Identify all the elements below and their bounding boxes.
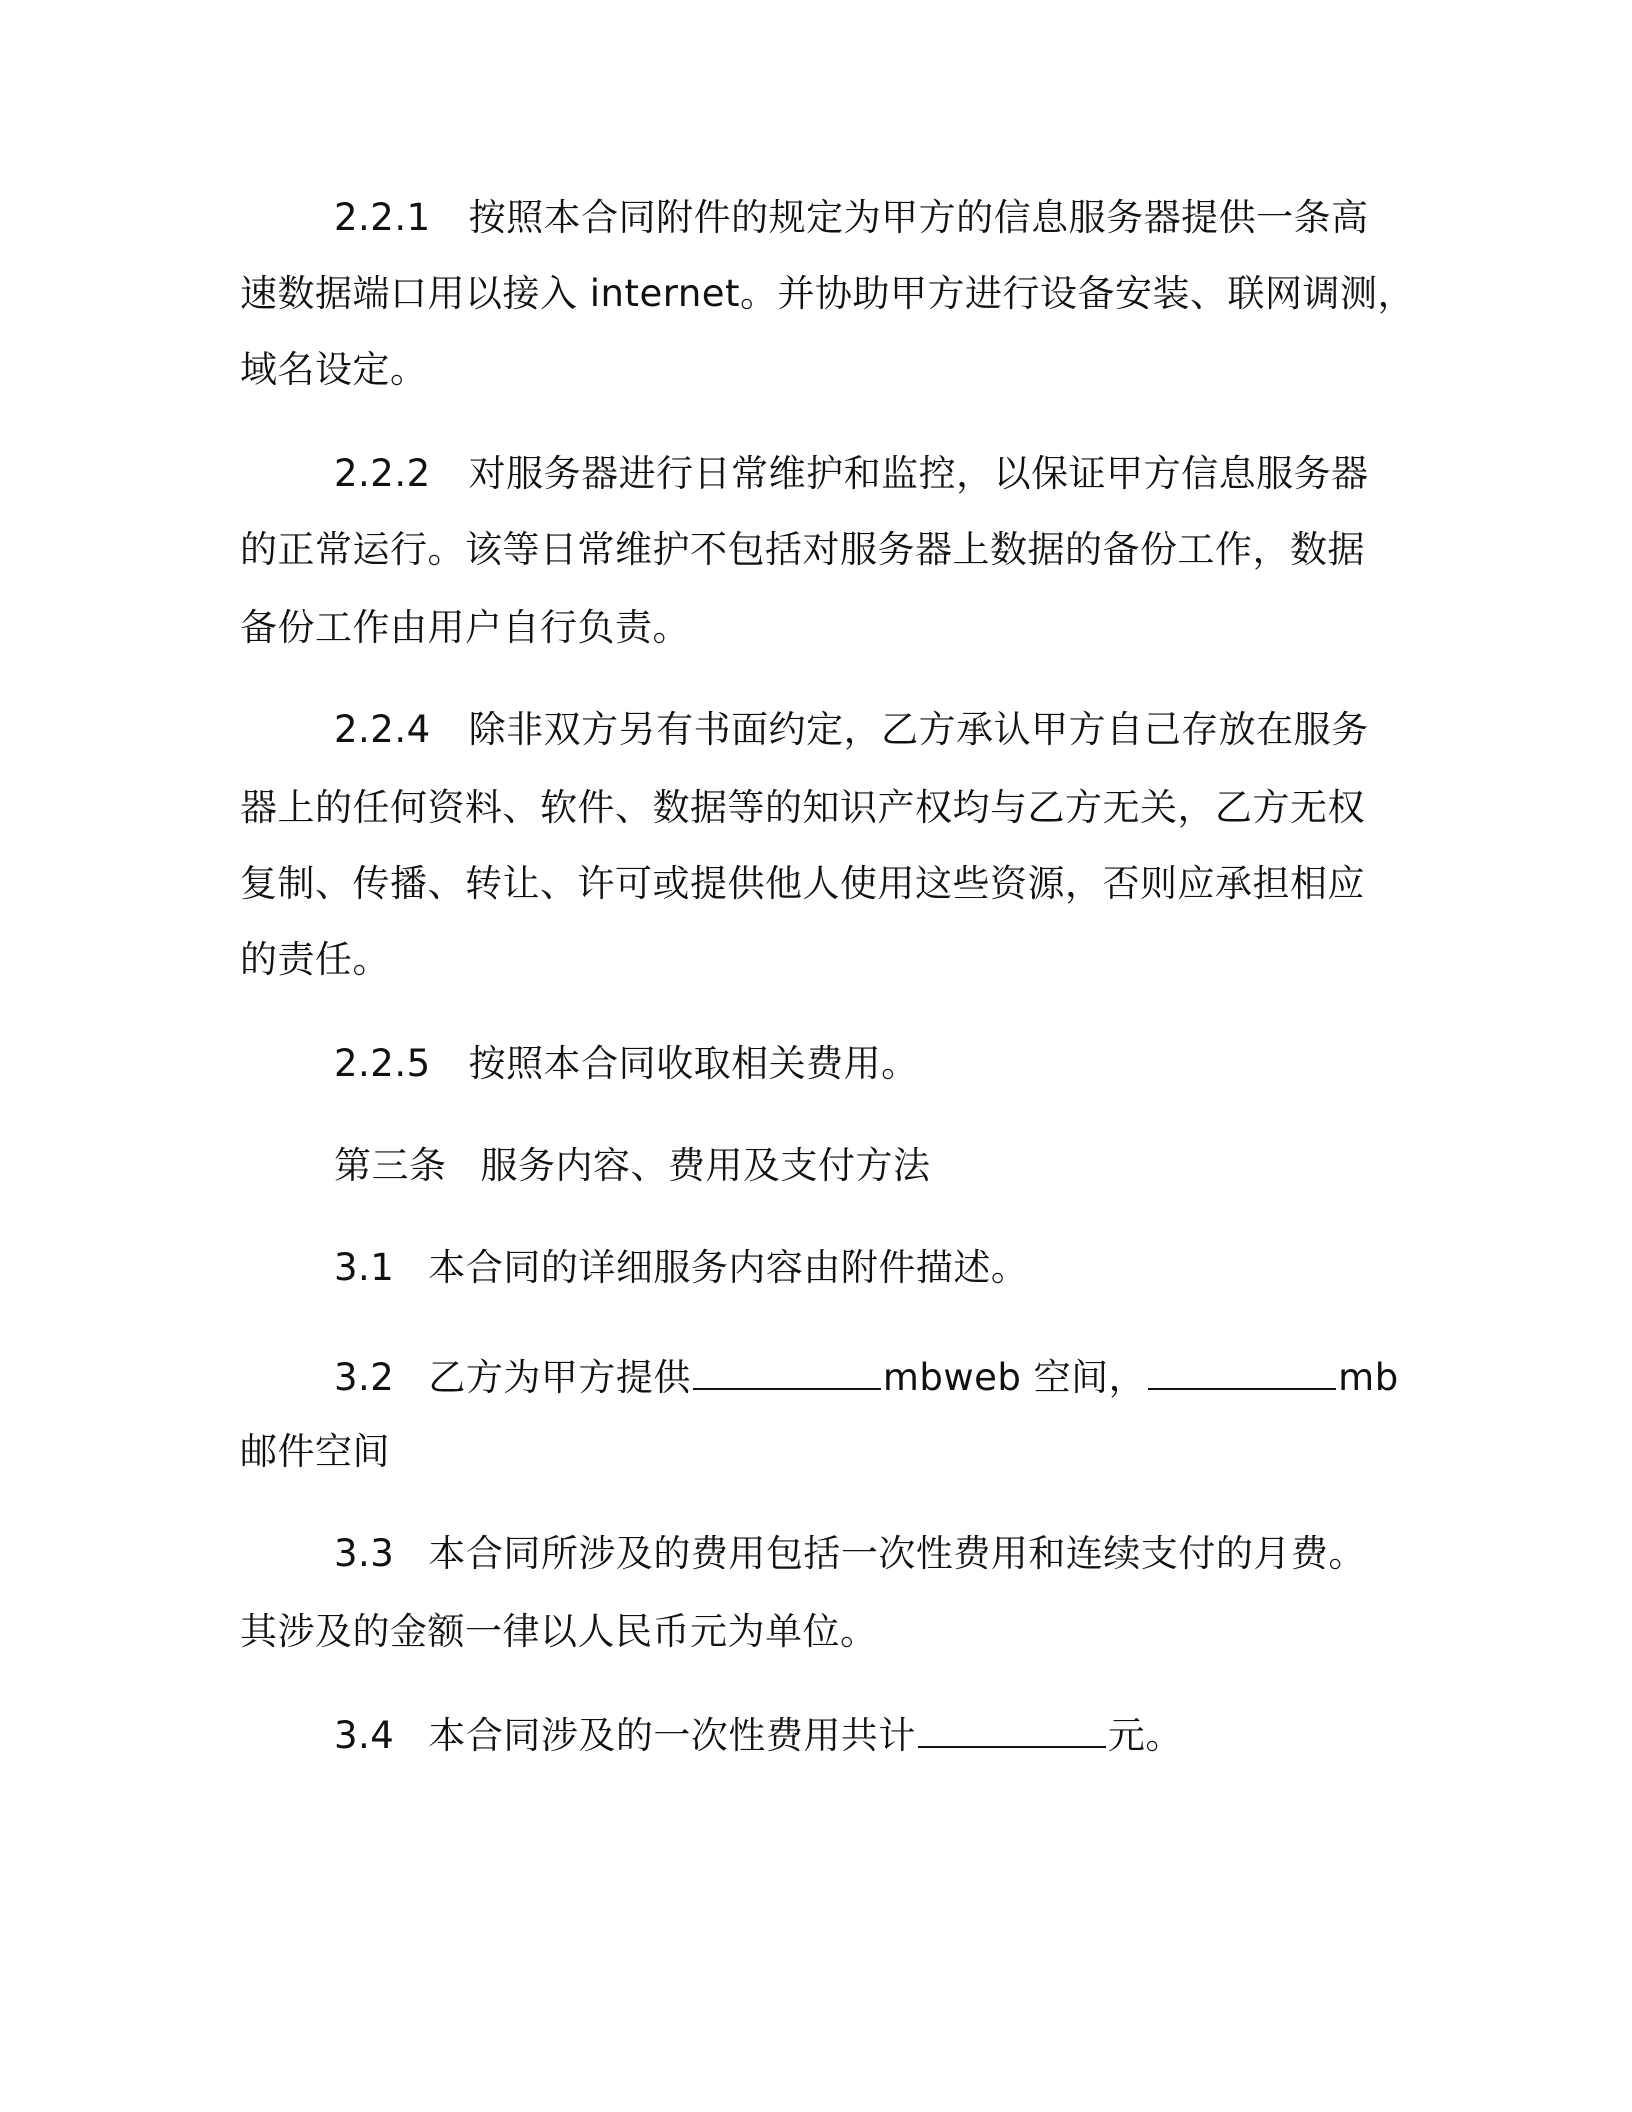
article-title: 服务内容、费用及支付方法 xyxy=(480,1144,931,1187)
clause-text: 除非双方另有书面约定，乙方承认甲方自己存放在服务 xyxy=(468,708,1369,751)
article-label: 第三条 xyxy=(334,1144,447,1187)
clause-2-2-4-line-4: 的责任。 xyxy=(240,938,390,981)
clause-2-2-5-line-1 xyxy=(334,1040,919,1088)
clause-number: 2.2.5 xyxy=(334,1042,431,1085)
item-number: 3.2 xyxy=(334,1356,395,1399)
clause-2-2-1-line-1 xyxy=(334,194,1369,242)
item-3-3-line-2: 其涉及的金额一律以人民币元为单位。 xyxy=(240,1610,878,1653)
web-space-blank xyxy=(693,1354,881,1390)
item-number: 3.4 xyxy=(334,1714,395,1757)
item-3-1 xyxy=(334,1244,1028,1292)
item-3-4 xyxy=(334,1712,1183,1760)
one-time-fee-blank xyxy=(918,1712,1106,1748)
item-number: 3.3 xyxy=(334,1532,395,1575)
clause-number: 2.2.4 xyxy=(334,708,431,751)
item-text: mb xyxy=(1338,1356,1399,1399)
item-3-3-line-1 xyxy=(334,1530,1366,1578)
clause-2-2-4-line-2: 器上的任何资料、软件、数据等的知识产权均与乙方无关，乙方无权 xyxy=(240,786,1365,829)
item-text: mbweb 空间， xyxy=(882,1356,1147,1399)
clause-text: 按照本合同附件的规定为甲方的信息服务器提供一条高 xyxy=(468,196,1369,239)
item-text: 乙方为甲方提供 xyxy=(428,1356,691,1399)
item-text: 本合同所涉及的费用包括一次性费用和连续支付的月费。 xyxy=(428,1532,1366,1575)
clause-text: 按照本合同收取相关费用。 xyxy=(468,1042,919,1085)
clause-2-2-2-line-3: 备份工作由用户自行负责。 xyxy=(240,606,690,649)
clause-2-2-4-line-1 xyxy=(334,706,1369,754)
clause-number: 2.2.1 xyxy=(334,196,431,239)
clause-2-2-2-line-1 xyxy=(334,450,1369,498)
item-3-2-line-2: 邮件空间 xyxy=(240,1430,390,1473)
item-text: 元。 xyxy=(1107,1714,1183,1757)
item-3-2-line-1 xyxy=(334,1354,1399,1402)
item-text: 本合同涉及的一次性费用共计 xyxy=(428,1714,916,1757)
item-number: 3.1 xyxy=(334,1246,395,1289)
clause-2-2-1-line-3: 域名设定。 xyxy=(240,348,428,391)
clause-text: 对服务器进行日常维护和监控，以保证甲方信息服务器 xyxy=(468,452,1369,495)
clause-2-2-2-line-2: 的正常运行。该等日常维护不包括对服务器上数据的备份工作，数据 xyxy=(240,528,1365,571)
clause-2-2-1-line-2: 速数据端口用以接入 internet。并协助甲方进行设备安装、联网调测， xyxy=(240,272,1416,315)
clause-number: 2.2.2 xyxy=(334,452,431,495)
item-text: 本合同的详细服务内容由附件描述。 xyxy=(428,1246,1029,1289)
article-heading xyxy=(334,1142,931,1190)
mail-space-blank xyxy=(1148,1354,1336,1390)
clause-2-2-4-line-3: 复制、传播、转让、许可或提供他人使用这些资源，否则应承担相应 xyxy=(240,862,1365,905)
